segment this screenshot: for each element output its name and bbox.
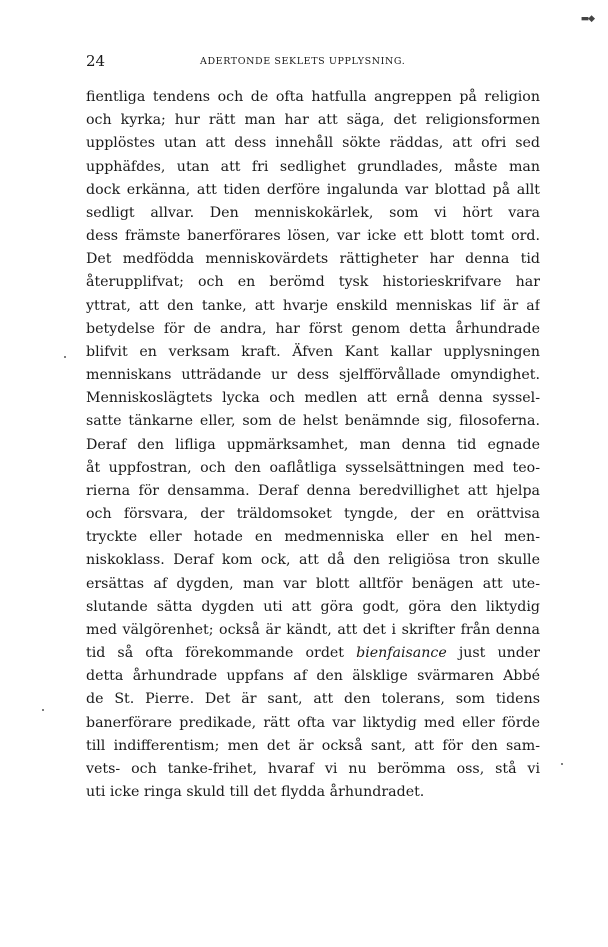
text-line: ersättas af dygden, man var blott alltför benägen att ute- (86, 575, 540, 592)
text-line: dess främste banerförares lösen, var icke ett blott tomt ord. (86, 228, 540, 245)
text-line: Det medfödda menniskovärdets rättigheter har denna tid (86, 251, 540, 268)
body-text (86, 86, 540, 804)
text-line: åt uppfostran, och den oaflåtliga sysselsättningen med teo- (86, 459, 540, 476)
text-line: och kyrka; hur rätt man har att säga, det religionsformen (86, 112, 540, 129)
text-line: betydelse för de andra, har först genom detta århundrade (86, 320, 540, 337)
text-line: niskoklass. Deraf kom ock, att då den religiösa tron skulle (86, 552, 540, 569)
text-line-with-italic (86, 642, 540, 665)
text-line: menniskans utträdande ur dess sjelfförvållade omyndighet. (86, 367, 540, 384)
text-line: detta århundrade uppfans af den älsklige svärmaren Abbé (86, 668, 540, 685)
text-line: till indifferentism; men det är också sant, att för den sam- (86, 737, 540, 754)
text-line: och försvara, der träldomsoket tyngde, der en orättvisa (86, 506, 540, 523)
paper-speck (561, 763, 563, 765)
italic-term: bienfaisance (356, 645, 447, 662)
text-line: dock erkänna, att tiden derföre ingalunda var blottad på allt (86, 181, 540, 198)
paper-speck (64, 356, 66, 358)
text-line: slutande sätta dygden uti att göra godt, göra den liktydig (86, 598, 540, 615)
text-line: med välgörenhet; också är kändt, att det i skrifter från denna (86, 621, 540, 638)
line-start: tid så ofta förekommande ordet (86, 645, 344, 662)
text-line: Deraf den lifliga uppmärksamhet, man denna tid egnade (86, 436, 540, 453)
corner-mark: ▬◆ (580, 14, 594, 24)
text-line: fientliga tendens och de ofta hatfulla angreppen på religion (86, 89, 540, 105)
text-line-last: uti icke ringa skuld till det flydda århundradet. (86, 784, 425, 801)
text-line: sedligt allvar. Den menniskokärlek, som vi hört vara (86, 204, 540, 221)
running-head: ADERTONDE SEKLETS UPPLYSNING. (200, 56, 406, 67)
text-line: satte tänkarne eller, som de helst benämnde sig, filosoferna. (86, 413, 540, 430)
text-line: upphäfdes, utan att fri sedlighet grundlades, måste man (86, 158, 540, 175)
text-line: de St. Pierre. Det är sant, att den tolerans, som tidens (86, 691, 540, 708)
text-line: rierna för densamma. Deraf denna beredvillighet att hjelpa (86, 482, 540, 499)
text-line: banerförare predikade, rätt ofta var liktydig med eller förde (86, 714, 540, 731)
text-line: blifvit en verksam kraft. Äfven Kant kallar upplysningen (86, 343, 540, 360)
text-line: tryckte eller hotade en medmenniska eller en hel men- (86, 529, 540, 546)
text-line: yttrat, att den tanke, att hvarje enskild menniskas lif är af (86, 297, 540, 314)
page-number: 24 (86, 52, 106, 70)
line-end: just under (458, 645, 540, 662)
text-line: upplöstes utan att dess innehåll sökte räddas, att ofri sed (86, 135, 540, 152)
paper-speck (42, 709, 44, 711)
text-line: vets- och tanke-frihet, hvaraf vi nu berömma oss, stå vi (86, 760, 540, 777)
text-line: Menniskoslägtets lycka och medlen att ernå denna syssel- (86, 390, 540, 407)
text-line: återupplifvat; och en berömd tysk historieskrifvare har (86, 274, 540, 291)
